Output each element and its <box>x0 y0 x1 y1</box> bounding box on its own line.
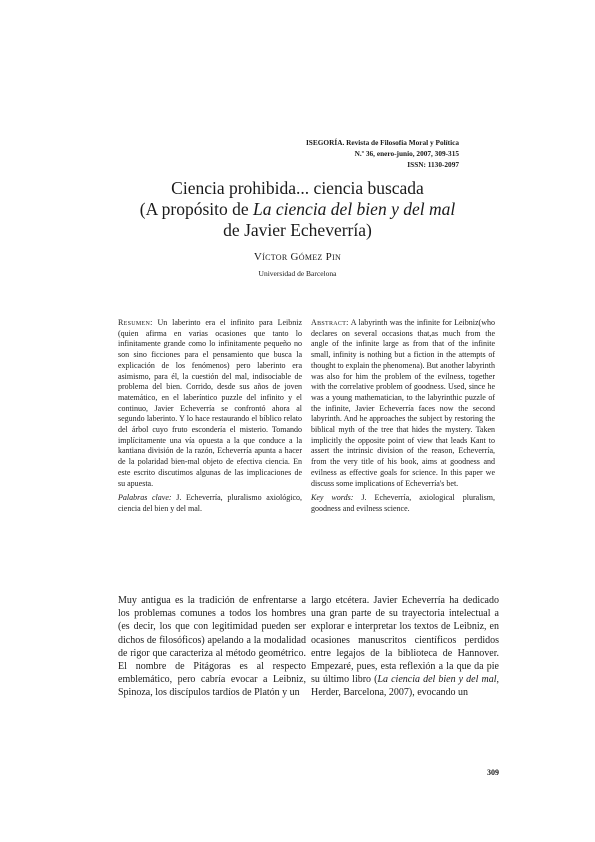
abstract-en-paragraph <box>311 318 495 489</box>
abstract-english <box>311 318 495 515</box>
keywords-es <box>118 493 302 514</box>
author-name: Víctor Gómez Pin <box>253 251 342 263</box>
keywords-en-text: J. Echeverría, axiological pluralism, goodness and evilness science. <box>311 493 496 513</box>
author-affiliation: Universidad de Barcelona <box>258 269 337 278</box>
journal-name: ISEGORÍA. Revista de Filosofía Moral y Política <box>305 138 459 147</box>
body-right-book-title: La ciencia del bien y del mal <box>377 674 497 686</box>
journal-info <box>306 137 459 170</box>
page-number: 309 <box>487 768 499 777</box>
title-prefix: (A propósito de <box>139 199 254 219</box>
body-right-text-1: largo etcétera. Javier Echeverría ha dedicado una gran parte de su trayectoria intelectual a explorar e interpretar los textos de Leibniz, en ocasiones manuscritos científicos perdidos entre legajos de la biblioteca de Hannover. Empezaré, pues, esta reflexión a la que da pie su último libro ( <box>311 595 499 686</box>
abstract-en-text: A labyrinth was the infinite for Leibniz(who declares on several occasions that,as much from the angle of the infinite large as from that of the infinite small, infinity is nothing but a fiction in the attempts of thought to explain the phenomena). But another labyrinth was also for him the problem of the evilness, together with the correlative problem of goodness. Used, since he was a young mathematician, to the labyrinthic puzzle of the infinite, Javier Echeverría faces now the second labyrinth. And he approaches the subject by restoring the biblical myth of the tree that hides the mystery. Taken implicitly the opposite point of view that leads Kant to assert the intrinsic division of the reason, Echeverría, from the very title of his book, aims at goodness and evilness as effective goals for science. In this paper we discuss some implications of Echeverría's bet. <box>311 318 495 488</box>
article-header <box>0 178 595 278</box>
abstract-es-paragraph <box>118 318 302 489</box>
keywords-es-label: Palabras clave: <box>118 493 172 503</box>
keywords-es-text: J. Echeverría, pluralismo axiológico, ciencia del bien y del mal. <box>118 493 303 513</box>
keywords-en-label: Key words: <box>311 493 354 503</box>
book-title: La ciencia del bien y del mal <box>253 199 456 219</box>
abstract-es-text: Un laberinto era el infinito para Leibniz (quien afirma en varias ocasiones que tanto lo infinitamente grande como lo infinitamente pequeño no son sino ficciones para el pensamiento que busca la explicación de los fenómenos) pero laberinto era asimismo, para él, la cuestión del mal, indisociable de problema del bien. Corrido, desde sus años de joven matemático, en el laberíntico puzzle del infinito y el continuo, Javier Echeverría se confrontó ahora al segundo laberinto. Y lo hace restaurando el bíblico relato del árbol cuyo fruto escondería el misterio. Tomando implícitamente una vía opuesta a la que conduce a la kantiana división de la razón, Echeverría apunta a hacer de la polaridad bien-mal objeto de efectiva ciencia. En este escrito discutimos algunas de las implicaciones de su apuesta. <box>118 318 302 488</box>
body-right-text-2: , Herder, Barcelona, 2007), evocando un <box>311 674 499 699</box>
title-line-1: Ciencia prohibida... ciencia buscada <box>171 178 424 198</box>
journal-issn: ISSN: 1130-2097 <box>407 160 459 169</box>
body-column-right <box>311 594 499 700</box>
abstract-spanish <box>118 318 302 515</box>
journal-issue: N.º 36, enero-junio, 2007, 309-315 <box>354 149 459 158</box>
body-column-left: Muy antigua es la tradición de enfrentarse a los problemas comunes a todos los hombres (es decir, los que con legitimidad pueden ser dichos de filosóficos) apelando a la modalidad de rigor que caracteriza al método geométrico. El nombre de Pitágoras es al respecto emblemático, pero cabría evocar a Leibniz, Spinoza, los discípulos tardíos de Platón y un <box>118 595 306 699</box>
abstract-en-heading: Abstract: <box>311 318 349 327</box>
title-line-2 <box>0 199 595 220</box>
keywords-en <box>311 493 495 514</box>
title-line-3: de Javier Echeverría) <box>223 220 372 240</box>
abstract-es-heading: Resumen: <box>118 318 153 327</box>
